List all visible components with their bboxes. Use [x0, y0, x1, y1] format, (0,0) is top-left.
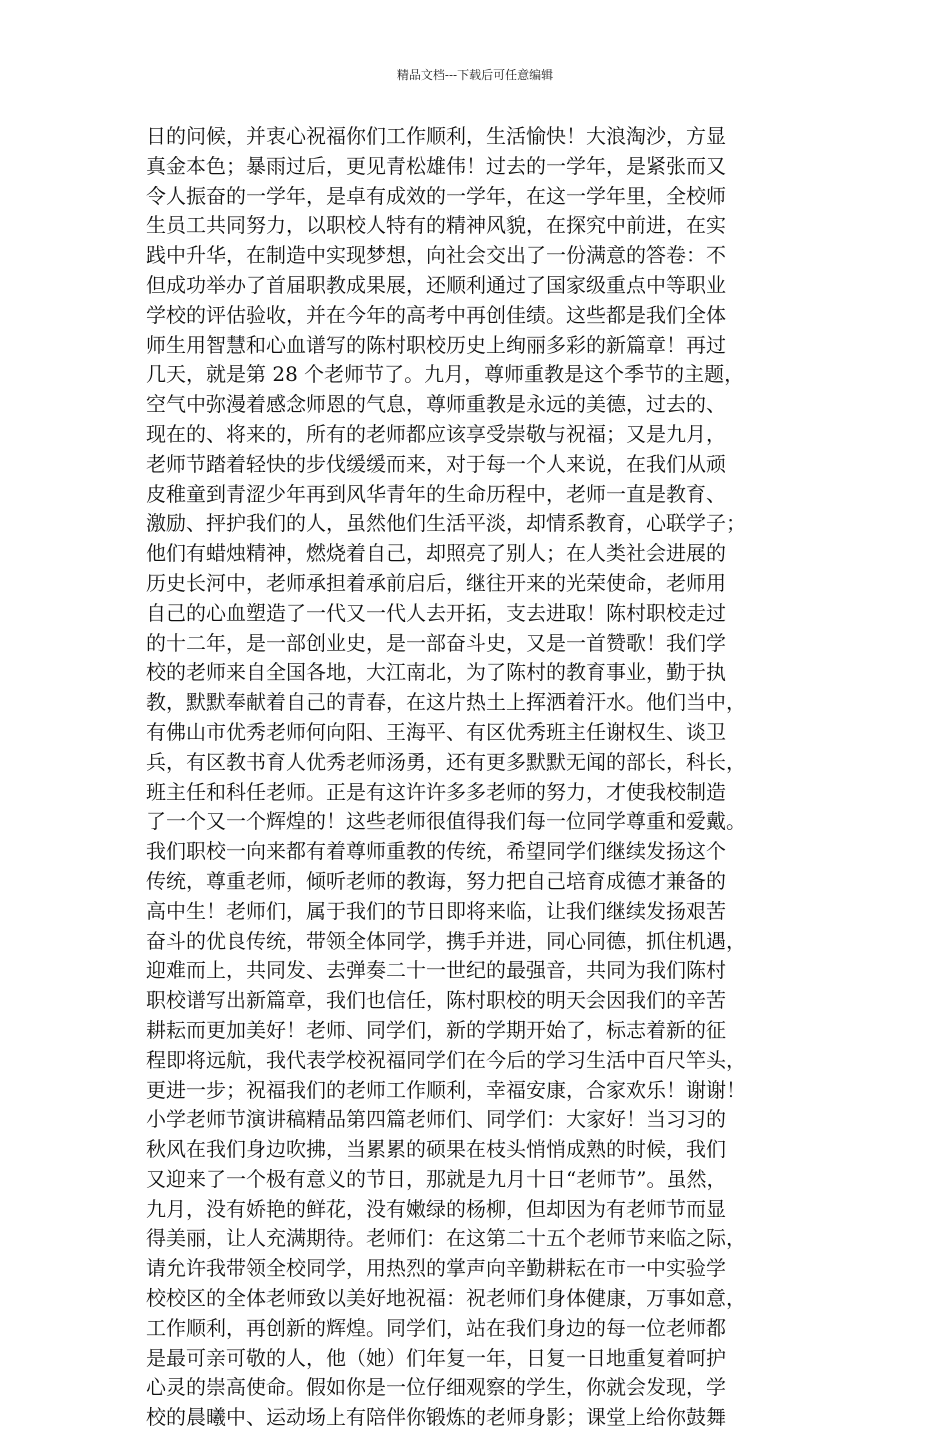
- text-line: 师生用智慧和心血谱写的陈村职校历史上绚丽多彩的新篇章！再过: [146, 332, 726, 357]
- text-line: 几天，就是第 28 个老师节了。九月，尊师重教是这个季节的主题，: [146, 362, 745, 387]
- text-line: 激励、抨护我们的人，虽然他们生活平淡，却情系教育，心联学子；: [146, 511, 746, 536]
- text-line: 兵，有区教书育人优秀老师汤勇，还有更多默默无闻的部长，科长，: [146, 749, 746, 774]
- text-line: 班主任和科任老师。正是有这许许多多老师的努力，才使我校制造: [146, 779, 726, 804]
- text-line: 校的老师来自全国各地，大江南北，为了陈村的教育事业，勤于执: [146, 660, 726, 685]
- text-line: 小学老师节演讲稿精品第四篇老师们、同学们：大家好！当习习的: [146, 1107, 726, 1132]
- text-line: 工作顺利，再创新的辉煌。同学们，站在我们身边的每一位老师都: [146, 1315, 726, 1340]
- text-line: 心灵的崇高使命。假如你是一位仔细观察的学生，你就会发现，学: [146, 1375, 726, 1400]
- text-line: 老师节踏着轻快的步伐缓缓而来，对于每一个人来说，在我们从顽: [146, 451, 726, 476]
- text-line: 耕耘而更加美好！老师、同学们，新的学期开始了，标志着新的征: [146, 1017, 726, 1042]
- text-line: 高中生！老师们，属于我们的节日即将来临，让我们继续发扬艰苦: [146, 898, 726, 923]
- text-line: 职校谱写出新篇章，我们也信任，陈村职校的明天会因我们的辛苦: [146, 988, 726, 1013]
- text-line: 他们有蜡烛精神，燃烧着自己，却照亮了别人；在人类社会进展的: [146, 541, 726, 566]
- text-line: 程即将远航，我代表学校祝福同学们在今后的学习生活中百尺竿头，: [146, 1047, 746, 1072]
- text-line: 但成功举办了首届职教成果展，还顺利通过了国家级重点中等职业: [146, 272, 726, 297]
- text-line: 我们职校一向来都有着尊师重教的传统，希望同学们继续发扬这个: [146, 839, 726, 864]
- text-line: 又迎来了一个极有意义的节日，那就是九月十日“老师节”。虽然，: [146, 1166, 727, 1191]
- text-line: 迎难而上，共同发、去弹奏二十一世纪的最强音，共同为我们陈村: [146, 958, 726, 983]
- page-header: 精品文档---下载后可任意编辑: [396, 68, 554, 82]
- text-line: 更进一步；祝福我们的老师工作顺利，幸福安康，合家欢乐！谢谢！: [146, 1077, 746, 1102]
- text-line: 学校的评估验收，并在今年的高考中再创佳绩。这些都是我们全体: [146, 302, 726, 327]
- text-line: 现在的、将来的，所有的老师都应该享受崇敬与祝福；又是九月，: [146, 421, 726, 446]
- text-line: 奋斗的优良传统，带领全体同学，携手并进，同心同德，抓住机遇，: [146, 928, 746, 953]
- text-line: 令人振奋的一学年，是卓有成效的一学年，在这一学年里，全校师: [146, 183, 726, 208]
- text-line: 历史长河中，老师承担着承前启后，继往开来的光荣使命，老师用: [146, 570, 726, 595]
- text-line: 践中升华，在制造中实现梦想，向社会交出了一份满意的答卷：不: [146, 243, 726, 268]
- text-line: 校校区的全体老师致以美好地祝福：祝老师们身体健康，万事如意，: [146, 1286, 746, 1311]
- text-line: 秋风在我们身边吹拂，当累累的硕果在枝头悄悄成熟的时候，我们: [146, 1137, 726, 1162]
- text-line: 得美丽，让人充满期待。老师们：在这第二十五个老师节来临之际，: [146, 1226, 746, 1251]
- text-line: 了一个又一个辉煌的！这些老师很值得我们每一位同学尊重和爱戴。: [146, 809, 746, 834]
- text-line: 空气中弥漫着感念师恩的气息，尊师重教是永远的美德，过去的、: [146, 392, 726, 417]
- text-line: 皮稚童到青涩少年再到风华青年的生命历程中，老师一直是教育、: [146, 481, 726, 506]
- text-line: 日的问候，并衷心祝福你们工作顺利，生活愉快！大浪淘沙，方显: [146, 124, 726, 148]
- text-line: 请允许我带领全校同学，用热烈的掌声向辛勤耕耘在市一中实验学: [146, 1256, 726, 1281]
- text-line: 传统，尊重老师，倾听老师的教诲，努力把自己培育成德才兼备的: [146, 868, 726, 893]
- text-line: 九月，没有娇艳的鲜花，没有嫩绿的杨柳，但却因为有老师节而显: [146, 1196, 726, 1221]
- text-line: 自己的心血塑造了一代又一代人去开拓，支去进取！陈村职校走过: [146, 600, 726, 625]
- text-line: 校的晨曦中、运动场上有陪伴你锻炼的老师身影；课堂上给你鼓舞: [146, 1405, 726, 1430]
- text-line: 是最可亲可敬的人，他（她）们年复一年，日复一日地重复着呵护: [146, 1345, 726, 1370]
- text-line: 的十二年，是一部创业史，是一部奋斗史，又是一首赞歌！我们学: [146, 630, 726, 655]
- document-body: [146, 122, 826, 1433]
- text-line: 有佛山市优秀老师何向阳、王海平、有区优秀班主任谢权生、谈卫: [146, 719, 726, 744]
- text-line: 真金本色；暴雨过后，更见青松雄伟！过去的一学年，是紧张而又: [146, 153, 726, 178]
- text-line: 教，默默奉献着自己的青春，在这片热土上挥洒着汗水。他们当中，: [146, 690, 746, 715]
- text-line: 生员工共同努力，以职校人特有的精神风貌，在探究中前进，在实: [146, 213, 726, 238]
